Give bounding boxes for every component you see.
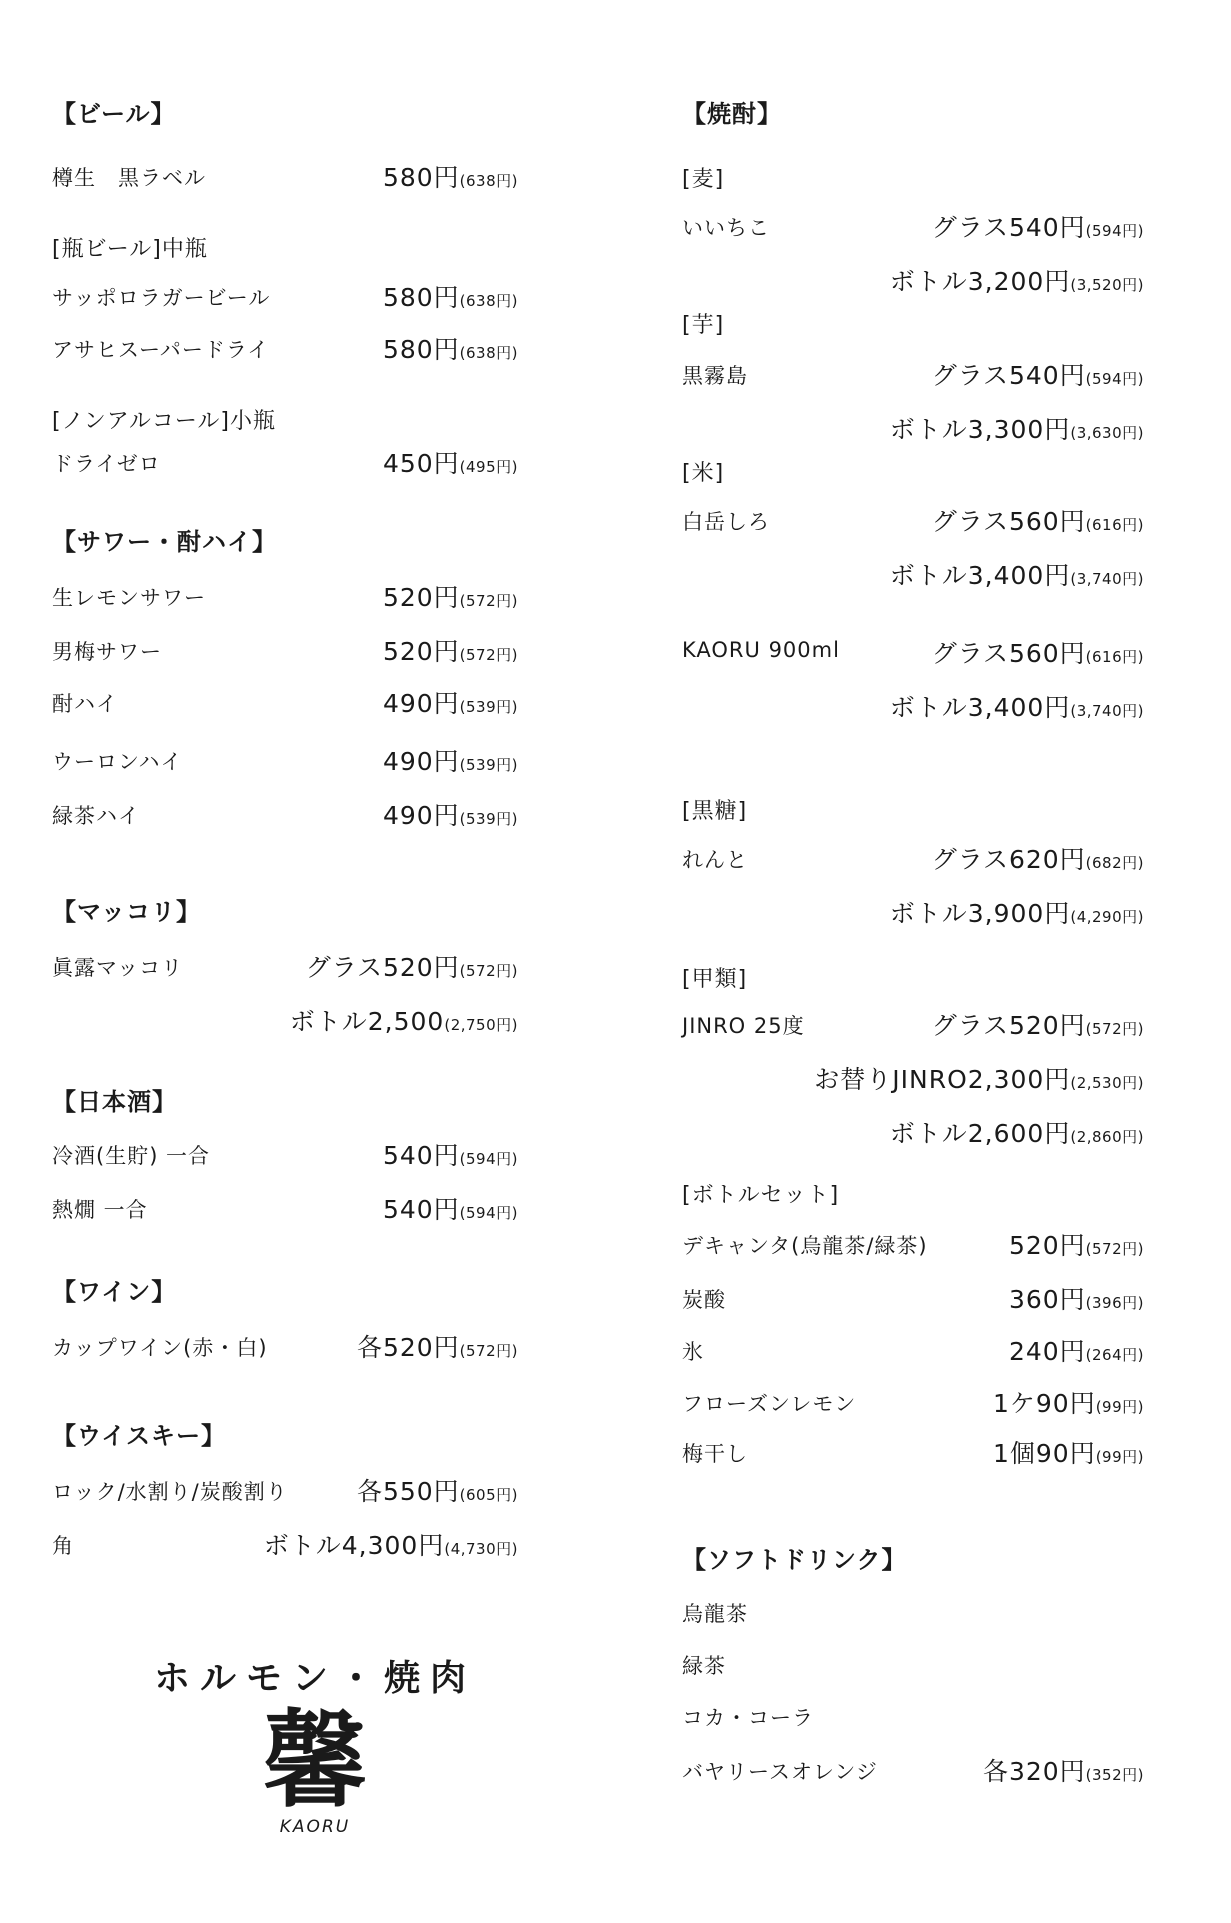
menu-item [682, 1060, 1144, 1096]
price-main: 520円 [382, 637, 460, 666]
menu-item [682, 1332, 1144, 1368]
menu-item [52, 1328, 518, 1364]
menu-item [52, 1472, 518, 1508]
menu-item [52, 1526, 518, 1562]
menu-item [52, 742, 518, 778]
menu-item [52, 948, 518, 984]
item-name: 梅干し [682, 1442, 748, 1466]
item-price [383, 742, 518, 778]
item-price [383, 330, 518, 366]
menu-item [682, 1226, 1144, 1262]
section-heading: 【日本酒】 [52, 1088, 177, 1116]
item-name: ドライゼロ [52, 452, 161, 476]
menu-item [682, 894, 1144, 930]
item-price [357, 1472, 518, 1508]
price-tax-included: (594円) [459, 1204, 518, 1222]
price-main: 490円 [382, 689, 460, 718]
price-tax-included: (3,740円) [1070, 570, 1144, 588]
price-main: ボトル3,400円 [889, 693, 1071, 722]
item-price [993, 1434, 1144, 1470]
subsection-heading: [麦] [682, 167, 725, 192]
price-tax-included: (3,630円) [1070, 424, 1144, 442]
price-main: グラス540円 [931, 361, 1086, 390]
menu-item [682, 1646, 1144, 1682]
menu-item [682, 262, 1144, 298]
item-price [383, 444, 518, 480]
item-name: KAORU 900ml [682, 638, 840, 662]
price-main: グラス560円 [931, 639, 1086, 668]
section-heading: 【ソフトドリンク】 [682, 1546, 907, 1574]
price-main: 520円 [382, 583, 460, 612]
item-name: 黒霧島 [682, 364, 748, 388]
section-heading: 【ウイスキー】 [52, 1422, 227, 1450]
price-tax-included: (682円) [1085, 854, 1144, 872]
price-main: 360円 [1008, 1285, 1086, 1314]
item-name: サッポロラガービール [52, 286, 271, 310]
price-main: ボトル2,600円 [889, 1119, 1071, 1148]
price-tax-included: (4,730円) [444, 1540, 518, 1558]
price-main: ボトル3,200円 [889, 267, 1071, 296]
section-heading: 【焼酎】 [682, 100, 782, 128]
item-name: いいちこ [682, 216, 770, 240]
menu-item [52, 158, 518, 194]
item-price [1009, 1280, 1144, 1316]
price-main: ボトル3,300円 [889, 415, 1071, 444]
menu-item [52, 330, 518, 366]
item-price [932, 208, 1144, 244]
price-tax-included: (572円) [459, 962, 518, 980]
item-name: 緑茶ハイ [52, 804, 140, 828]
subsection-heading: [米] [682, 461, 725, 486]
item-name: フローズンレモン [682, 1392, 857, 1416]
price-main: 540円 [382, 1195, 460, 1224]
menu-item [682, 840, 1144, 876]
item-name: ウーロンハイ [52, 750, 183, 774]
price-tax-included: (616円) [1085, 648, 1144, 666]
price-tax-included: (616円) [1085, 516, 1144, 534]
price-main: 各520円 [356, 1333, 460, 1362]
price-main: 520円 [1008, 1231, 1086, 1260]
item-price [890, 556, 1144, 592]
price-main: 580円 [382, 163, 460, 192]
price-tax-included: (3,740円) [1070, 702, 1144, 720]
item-name: 樽生 黒ラベル [52, 166, 206, 190]
subsection-heading: [ノンアルコール]小瓶 [52, 409, 276, 434]
item-price [264, 1526, 518, 1562]
item-price [932, 1006, 1144, 1042]
price-main: 各320円 [982, 1757, 1086, 1786]
item-name: 烏龍茶 [682, 1602, 748, 1626]
menu-item [52, 1002, 518, 1038]
item-price [983, 1752, 1144, 1788]
menu-item [682, 356, 1144, 392]
price-tax-included: (572円) [459, 592, 518, 610]
price-main: グラス520円 [931, 1011, 1086, 1040]
price-main: お替りJINRO2,300円 [814, 1065, 1071, 1094]
shop-logo [150, 1650, 480, 1837]
item-price [383, 278, 518, 314]
section-heading: 【ワイン】 [52, 1278, 177, 1306]
price-main: ボトル2,500 [289, 1007, 445, 1036]
item-name: JINRO 25度 [682, 1014, 805, 1038]
menu-item [52, 1136, 518, 1172]
price-tax-included: (594円) [459, 1150, 518, 1168]
subsection-heading: [ボトルセット] [682, 1183, 840, 1208]
menu-item [682, 1434, 1144, 1470]
menu-item [52, 632, 518, 668]
item-name: ロック/水割り/炭酸割り [52, 1480, 288, 1504]
subsection-heading: [甲類] [682, 967, 748, 992]
price-tax-included: (572円) [1085, 1240, 1144, 1258]
menu-item [682, 410, 1144, 446]
item-price [383, 632, 518, 668]
item-price [383, 158, 518, 194]
item-price [890, 688, 1144, 724]
menu-item [52, 278, 518, 314]
item-name: デキャンタ(烏龍茶/緑茶) [682, 1234, 928, 1258]
menu-item [682, 688, 1144, 724]
menu-item [682, 1006, 1144, 1042]
price-main: 490円 [382, 747, 460, 776]
price-main: 各550円 [356, 1477, 460, 1506]
item-price [932, 634, 1144, 670]
price-tax-included: (396円) [1085, 1294, 1144, 1312]
item-price [383, 578, 518, 614]
subsection-heading: [芋] [682, 313, 725, 338]
item-price [890, 894, 1144, 930]
item-name: アサヒスーパードライ [52, 338, 270, 362]
section-heading: 【サワー・酎ハイ】 [52, 528, 277, 556]
item-price [290, 1002, 518, 1038]
menu-item [682, 1698, 1144, 1734]
item-name: れんと [682, 848, 748, 872]
item-price [383, 1136, 518, 1172]
menu-item [682, 556, 1144, 592]
item-price [890, 410, 1144, 446]
menu-item [682, 208, 1144, 244]
menu-item [682, 502, 1144, 538]
price-tax-included: (264円) [1085, 1346, 1144, 1364]
logo-romaji: KAORU [279, 1817, 351, 1837]
item-name: カップワイン(赤・白) [52, 1336, 268, 1360]
price-main: グラス520円 [305, 953, 460, 982]
item-price [1009, 1226, 1144, 1262]
menu-item [52, 684, 518, 720]
item-price [383, 796, 518, 832]
item-name: 炭酸 [682, 1288, 726, 1312]
price-main: 1ケ90円 [992, 1389, 1096, 1418]
item-name: バヤリースオレンジ [682, 1760, 878, 1784]
price-tax-included: (638円) [459, 344, 518, 362]
item-price [357, 1328, 518, 1364]
item-name: 氷 [682, 1340, 704, 1364]
price-tax-included: (2,530円) [1070, 1074, 1144, 1092]
menu-item [682, 1280, 1144, 1316]
price-tax-included: (638円) [459, 172, 518, 190]
price-tax-included: (2,860円) [1070, 1128, 1144, 1146]
item-price [890, 262, 1144, 298]
price-main: グラス620円 [931, 845, 1086, 874]
price-main: グラス560円 [931, 507, 1086, 536]
item-price [383, 684, 518, 720]
item-name: 酎ハイ [52, 692, 118, 716]
item-name: 男梅サワー [52, 640, 162, 664]
price-tax-included: (594円) [1085, 222, 1144, 240]
price-tax-included: (605円) [459, 1486, 518, 1504]
menu-item [52, 1190, 518, 1226]
item-price [890, 1114, 1144, 1150]
price-tax-included: (638円) [459, 292, 518, 310]
price-main: ボトル4,300円 [263, 1531, 445, 1560]
item-price [306, 948, 518, 984]
item-price [1009, 1332, 1144, 1368]
price-tax-included: (2,750円) [444, 1016, 518, 1034]
price-tax-included: (572円) [459, 646, 518, 664]
item-price [932, 502, 1144, 538]
price-tax-included: (99円) [1095, 1448, 1144, 1466]
menu-item [682, 1752, 1144, 1788]
price-main: ボトル3,400円 [889, 561, 1071, 590]
menu-item [52, 444, 518, 480]
price-tax-included: (572円) [1085, 1020, 1144, 1038]
item-price [993, 1384, 1144, 1420]
price-main: ボトル3,900円 [889, 899, 1071, 928]
price-tax-included: (572円) [459, 1342, 518, 1360]
subsection-heading: [黒糖] [682, 799, 748, 824]
logo-kanji: 馨 [262, 1699, 367, 1822]
menu-item [682, 1594, 1144, 1630]
section-heading: 【ビール】 [52, 100, 176, 128]
price-main: 580円 [382, 335, 460, 364]
price-tax-included: (594円) [1085, 370, 1144, 388]
menu-item [682, 1114, 1144, 1150]
price-tax-included: (352円) [1085, 1766, 1144, 1784]
item-name: 角 [52, 1534, 74, 1558]
price-tax-included: (539円) [459, 810, 518, 828]
menu-item [682, 634, 1144, 670]
price-tax-included: (4,290円) [1070, 908, 1144, 926]
item-name: 眞露マッコリ [52, 956, 184, 980]
price-tax-included: (3,520円) [1070, 276, 1144, 294]
logo-tagline: ホルモン・焼肉 [153, 1657, 476, 1699]
menu-item [52, 578, 518, 614]
item-name: 緑茶 [682, 1654, 726, 1678]
price-main: 240円 [1008, 1337, 1086, 1366]
item-name: 熱燗 一合 [52, 1198, 148, 1222]
price-main: グラス540円 [931, 213, 1086, 242]
price-main: 450円 [382, 449, 460, 478]
item-name: 生レモンサワー [52, 586, 206, 610]
price-tax-included: (99円) [1095, 1398, 1144, 1416]
item-price [383, 1190, 518, 1226]
section-heading: 【マッコリ】 [52, 898, 202, 926]
price-main: 580円 [382, 283, 460, 312]
item-price [932, 840, 1144, 876]
price-tax-included: (539円) [459, 698, 518, 716]
item-price [932, 356, 1144, 392]
price-tax-included: (495円) [459, 458, 518, 476]
menu-item [682, 1384, 1144, 1420]
price-main: 490円 [382, 801, 460, 830]
item-name: 冷酒(生貯) 一合 [52, 1144, 211, 1168]
price-tax-included: (539円) [459, 756, 518, 774]
item-name: コカ・コーラ [682, 1706, 814, 1730]
menu-item [52, 796, 518, 832]
price-main: 1個90円 [992, 1439, 1096, 1468]
price-main: 540円 [382, 1141, 460, 1170]
item-name: 白岳しろ [682, 510, 770, 534]
item-price [814, 1060, 1144, 1096]
subsection-heading: [瓶ビール]中瓶 [52, 237, 208, 262]
